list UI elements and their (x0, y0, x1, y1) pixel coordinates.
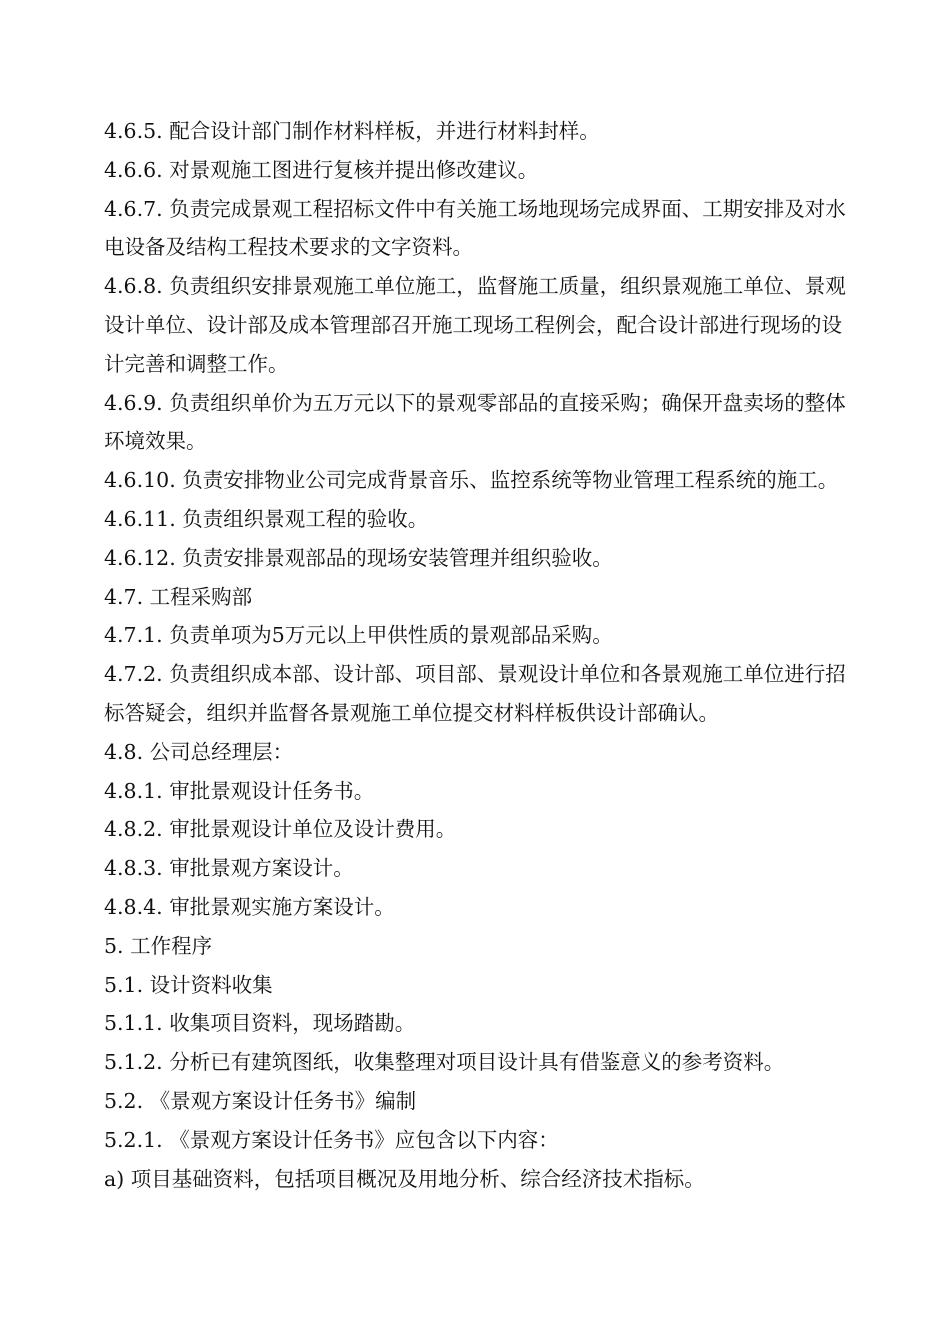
paragraph-4-7-2: 4.7.2. 负责组织成本部、设计部、项目部、景观设计单位和各景观施工单位进行招标答疑会，组织并监督各景观施工单位提交材料样板供设计部确认。 (104, 662, 846, 725)
heading-5-1: 5.1. 设计资料收集 (104, 972, 273, 997)
paragraph-4-8-4: 4.8.4. 审批景观实施方案设计。 (104, 894, 395, 919)
paragraph-4-6-10: 4.6.10. 负责安排物业公司完成背景音乐、监控系统等物业管理工程系统的施工。 (104, 468, 839, 493)
paragraph-4-8-1: 4.8.1. 审批景观设计任务书。 (104, 778, 375, 803)
paragraph-4-6-8: 4.6.8. 负责组织安排景观施工单位施工，监督施工质量，组织景观施工单位、景观设计单位、设计部及成本管理部召开施工现场工程例会，配合设计部进行现场的设计完善和调整工作。 (104, 274, 846, 376)
paragraph-5-1-2: 5.1.2. 分析已有建筑图纸，收集整理对项目设计具有借鉴意义的参考资料。 (104, 1050, 785, 1075)
document-body (104, 112, 852, 1198)
paragraph-4-6-9: 4.6.9. 负责组织单价为五万元以下的景观零部品的直接采购；确保开盘卖场的整体环境效果。 (104, 390, 846, 454)
paragraph-4-6-12: 4.6.12. 负责安排景观部品的现场安装管理并组织验收。 (104, 545, 613, 570)
paragraph-4-6-7: 4.6.7. 负责完成景观工程招标文件中有关施工场地现场完成界面、工期安排及对水电设备及结构工程技术要求的文字资料。 (104, 196, 846, 260)
paragraph-5-1-1: 5.1.1. 收集项目资料，现场踏勘。 (104, 1011, 416, 1036)
heading-5-2: 5.2. 《景观方案设计任务书》编制 (104, 1088, 417, 1113)
paragraph-4-7-1: 4.7.1. 负责单项为5万元以上甲供性质的景观部品采购。 (104, 623, 613, 648)
heading-5: 5. 工作程序 (104, 933, 213, 958)
paragraph-4-6-6: 4.6.6. 对景观施工图进行复核并提出修改建议。 (104, 157, 539, 182)
paragraph-4-6-5: 4.6.5. 配合设计部门制作材料样板，并进行材料封样。 (104, 119, 600, 143)
paragraph-4-6-11: 4.6.11. 负责组织景观工程的验收。 (104, 506, 429, 531)
paragraph-4-8-2: 4.8.2. 审批景观设计单位及设计费用。 (104, 817, 457, 842)
heading-4-7: 4.7. 工程采购部 (104, 584, 253, 609)
paragraph-5-2-1: 5.2.1. 《景观方案设计任务书》应包含以下内容： (104, 1127, 559, 1152)
heading-4-8: 4.8. 公司总经理层： (104, 739, 294, 764)
paragraph-4-8-3: 4.8.3. 审批景观方案设计。 (104, 856, 354, 881)
list-item-a: a) 项目基础资料，包括项目概况及用地分析、综合经济技术指标。 (104, 1166, 705, 1191)
